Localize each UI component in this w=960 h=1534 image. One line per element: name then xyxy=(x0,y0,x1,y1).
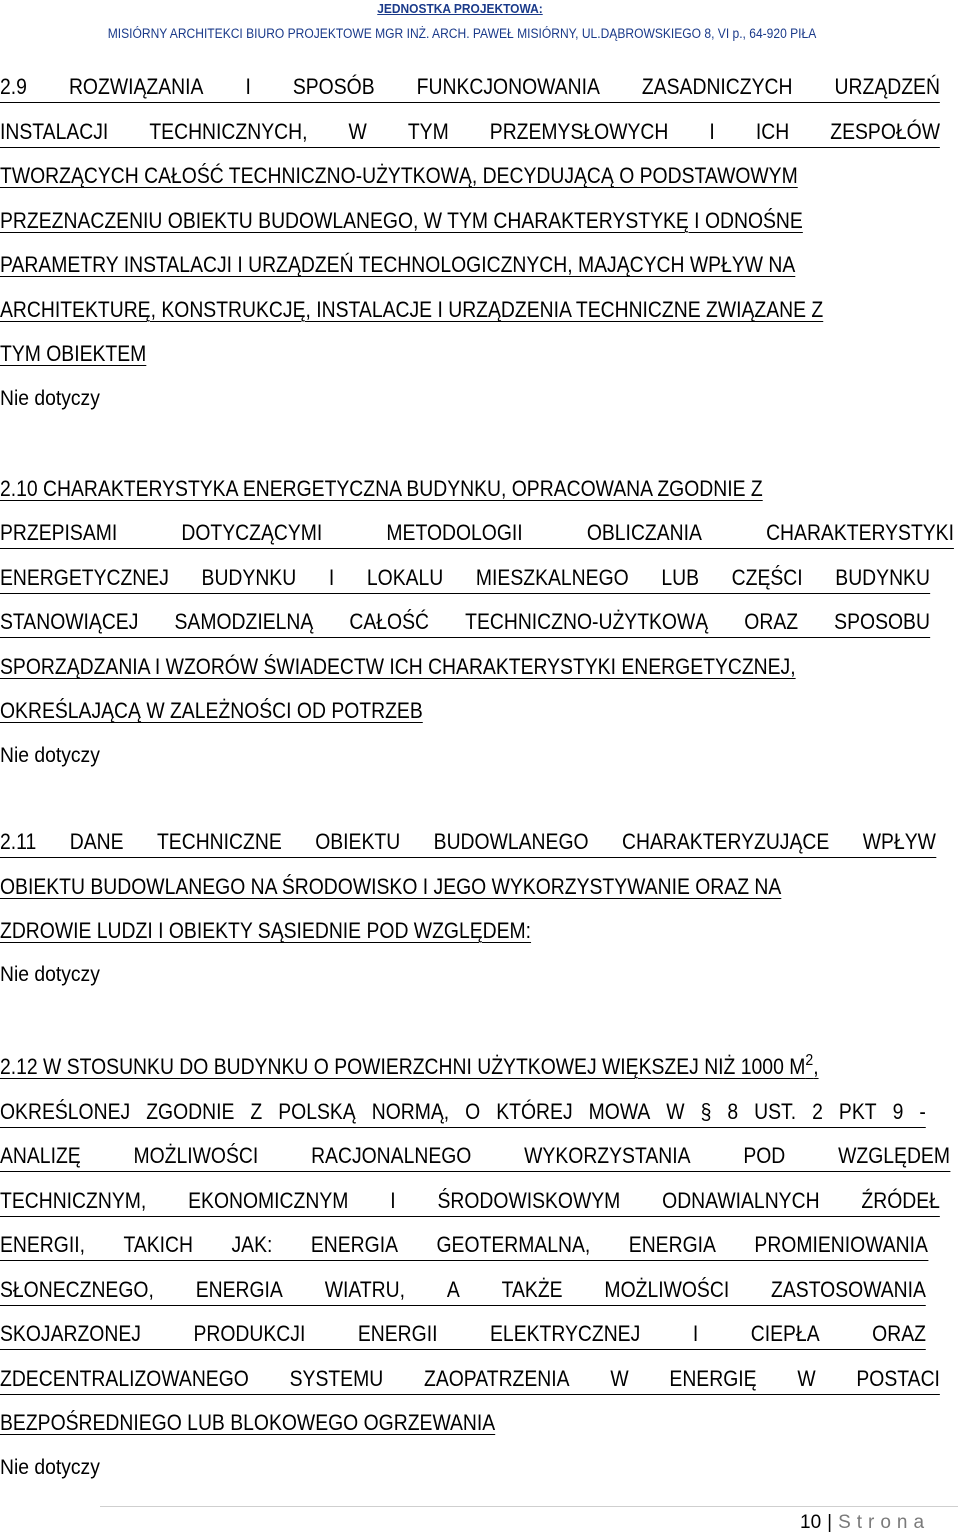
heading-word: CZĘŚCI xyxy=(731,565,803,590)
heading-word: METODOLOGII xyxy=(386,520,523,545)
section-body: Nie dotyczy xyxy=(0,963,100,986)
heading-line: PARAMETRY INSTALACJI I URZĄDZEŃ TECHNOLOGICZNYCH, MAJĄCYCH WPŁYW NA xyxy=(0,252,796,277)
heading-word: BUDYNKU xyxy=(201,565,297,590)
heading-word: ENERGETYCZNEJ xyxy=(0,565,169,590)
heading-word: CAŁOŚĆ xyxy=(349,609,430,634)
heading-word: GEOTERMALNA, xyxy=(436,1232,591,1257)
section-body: Nie dotyczy xyxy=(0,1456,100,1479)
heading-word: URZĄDZEŃ xyxy=(834,74,940,99)
heading-word: PROMIENIOWANIA xyxy=(754,1232,928,1257)
heading-word: ORAZ xyxy=(744,609,799,634)
heading-word: W xyxy=(797,1366,816,1391)
heading-word: SAMODZIELNĄ xyxy=(174,609,314,634)
heading-word: ENERGIĘ xyxy=(669,1366,757,1391)
heading-word: ROZWIĄZANIA xyxy=(68,74,204,99)
heading-word: PRZEMYSŁOWYCH xyxy=(489,119,669,144)
heading-word: WYKORZYSTANIA xyxy=(524,1143,691,1168)
heading-word: SPOSOBU xyxy=(834,609,930,634)
heading-word: WIATRU, xyxy=(324,1277,405,1302)
heading-word: FUNKCJONOWANIA xyxy=(416,74,600,99)
heading-word: OKREŚLONEJ xyxy=(0,1099,131,1124)
heading-word: NORMĄ, xyxy=(371,1099,450,1124)
heading-word: LUB xyxy=(661,565,699,590)
heading-word: W xyxy=(348,119,367,144)
heading-word: POD xyxy=(743,1143,786,1168)
heading-word: ENERGIA xyxy=(310,1232,399,1257)
header-address: MISIÓRNY ARCHITEKCI BIURO PROJEKTOWE MGR INŻ. ARCH. PAWEŁ MISIÓRNY, UL.DĄBROWSKIEGO 8, VI p., 64-920 PIŁA xyxy=(107,26,817,41)
heading-word: 9 xyxy=(892,1099,904,1124)
heading-word: MOŻLIWOŚCI xyxy=(133,1143,259,1168)
header-label: JEDNOSTKA PROJEKTOWA: xyxy=(377,1,543,16)
heading-word: DOTYCZĄCYMI xyxy=(181,520,323,545)
heading-word: ZGODNIE xyxy=(146,1099,235,1124)
heading-word: OBLICZANIA xyxy=(586,520,702,545)
heading-word: I xyxy=(709,119,715,144)
heading-word: 8 xyxy=(727,1099,739,1124)
heading-word: TYM xyxy=(407,119,449,144)
heading-text: , xyxy=(813,1054,819,1079)
heading-word: BUDOWLANEGO xyxy=(433,829,589,854)
heading-word: SYSTEMU xyxy=(289,1366,384,1391)
heading-word: MOWA xyxy=(588,1099,651,1124)
heading-line xyxy=(0,1143,950,1172)
heading-line xyxy=(0,1321,926,1350)
heading-line xyxy=(0,1232,928,1261)
heading-word: DANE xyxy=(69,829,124,854)
heading-word: ZESPOŁÓW xyxy=(830,119,940,144)
heading-line: TWORZĄCYCH CAŁOŚĆ TECHNICZNO-UŻYTKOWĄ, DECYDUJĄCĄ O PODSTAWOWYM xyxy=(0,163,798,188)
heading-line xyxy=(0,1188,940,1217)
heading-word: EKONOMICZNYM xyxy=(188,1188,349,1213)
heading-word: ENERGII xyxy=(357,1321,438,1346)
heading-word: 2.11 xyxy=(0,829,37,854)
heading-word: - xyxy=(919,1099,926,1124)
heading-word: I xyxy=(390,1188,396,1213)
heading-word: A xyxy=(446,1277,460,1302)
heading-line xyxy=(0,1054,819,1083)
heading-word: § xyxy=(700,1099,712,1124)
heading-word: ICH xyxy=(755,119,790,144)
page-number: 10 xyxy=(800,1512,822,1533)
heading-word: ZASADNICZYCH xyxy=(641,74,793,99)
heading-word: PRODUKCJI xyxy=(193,1321,306,1346)
page-footer xyxy=(800,1512,960,1534)
heading-word: MIESZKALNEGO xyxy=(475,565,629,590)
heading-word: MOŻLIWOŚCI xyxy=(604,1277,730,1302)
heading-word: SKOJARZONEJ xyxy=(0,1321,141,1346)
heading-word: ORAZ xyxy=(872,1321,926,1346)
heading-word: ENERGIA xyxy=(628,1232,716,1257)
heading-line xyxy=(0,520,954,549)
heading-word: TECHNICZNYCH, xyxy=(149,119,308,144)
heading-line xyxy=(0,1277,926,1306)
heading-word: BUDYNKU xyxy=(835,565,930,590)
heading-word: 2 xyxy=(812,1099,823,1124)
footer-separator: | xyxy=(827,1512,833,1533)
heading-word: W xyxy=(610,1366,629,1391)
heading-word: ZDECENTRALIZOWANEGO xyxy=(0,1366,249,1391)
heading-word: UST. xyxy=(754,1099,797,1124)
heading-line xyxy=(0,1099,926,1128)
section-body: Nie dotyczy xyxy=(0,387,100,410)
heading-word: POLSKĄ xyxy=(278,1099,356,1124)
heading-word: PKT xyxy=(838,1099,877,1124)
heading-word: WPŁYW xyxy=(862,829,936,854)
footer-divider xyxy=(100,1506,958,1507)
heading-line xyxy=(0,609,930,638)
heading-word: ZASTOSOWANIA xyxy=(771,1277,926,1302)
heading-word: ODNAWIALNYCH xyxy=(662,1188,820,1213)
heading-word: CHARAKTERYZUJĄCE xyxy=(622,829,830,854)
heading-word: ZAOPATRZENIA xyxy=(423,1366,570,1391)
heading-word: KTÓREJ xyxy=(496,1099,573,1124)
heading-word: ENERGII, xyxy=(0,1232,85,1257)
heading-word: I xyxy=(692,1321,699,1346)
section-body: Nie dotyczy xyxy=(0,744,100,767)
heading-word: TECHNICZNYM, xyxy=(0,1188,147,1213)
heading-line: SPORZĄDZANIA I WZORÓW ŚWIADECTW ICH CHARAKTERYSTYKI ENERGETYCZNEJ, xyxy=(0,654,796,679)
heading-line: TYM OBIEKTEM xyxy=(0,341,147,366)
heading-word: O xyxy=(465,1099,481,1124)
heading-word: ŚRODOWISKOWYM xyxy=(437,1188,621,1213)
heading-word: JAK: xyxy=(231,1232,273,1257)
heading-line: 2.10 CHARAKTERYSTYKA ENERGETYCZNA BUDYNKU, OPRACOWANA ZGODNIE Z xyxy=(0,476,763,501)
heading-word: STANOWIĄCEJ xyxy=(0,609,139,634)
footer-page-word: Strona xyxy=(838,1512,931,1533)
heading-word: I xyxy=(328,565,335,590)
heading-line xyxy=(0,1366,940,1395)
heading-word: W xyxy=(666,1099,685,1124)
heading-word: ELEKTRYCZNEJ xyxy=(490,1321,641,1346)
heading-word: TAKŻE xyxy=(501,1277,563,1302)
heading-line: OKREŚLAJĄCĄ W ZALEŻNOŚCI OD POTRZEB xyxy=(0,698,423,723)
heading-line xyxy=(0,829,936,858)
heading-word: PRZEPISAMI xyxy=(0,520,118,545)
heading-line: OBIEKTU BUDOWLANEGO NA ŚRODOWISKO I JEGO WYKORZYSTYWANIE ORAZ NA xyxy=(0,874,782,899)
superscript: 2 xyxy=(805,1052,814,1069)
heading-word: SŁONECZNEGO, xyxy=(0,1277,154,1302)
heading-line xyxy=(0,119,940,148)
heading-line xyxy=(0,565,930,594)
heading-word: INSTALACJI xyxy=(0,119,109,144)
heading-word: Z xyxy=(250,1099,263,1124)
heading-word: ENERGIA xyxy=(195,1277,283,1302)
heading-line: BEZPOŚREDNIEGO LUB BLOKOWEGO OGRZEWANIA xyxy=(0,1410,496,1435)
heading-word: 2.9 xyxy=(0,74,27,99)
heading-word: WZGLĘDEM xyxy=(838,1143,950,1168)
heading-word: POSTACI xyxy=(856,1366,940,1391)
heading-line xyxy=(0,74,940,103)
heading-text: 2.12 W STOSUNKU DO BUDYNKU O POWIERZCHNI UŻYTKOWEJ WIĘKSZEJ NIŻ 1000 M xyxy=(0,1054,806,1079)
heading-word: ŹRÓDEŁ xyxy=(861,1188,940,1213)
heading-word: OBIEKTU xyxy=(315,829,401,854)
heading-word: TECHNICZNO-UŻYTKOWĄ xyxy=(465,609,709,634)
heading-word: ANALIZĘ xyxy=(0,1143,81,1168)
heading-line: PRZEZNACZENIU OBIEKTU BUDOWLANEGO, W TYM CHARAKTERYSTYKĘ I ODNOŚNE xyxy=(0,208,803,233)
heading-word: CHARAKTERYSTYKI xyxy=(766,520,954,545)
heading-word: SPOSÓB xyxy=(292,74,375,99)
heading-word: RACJONALNEGO xyxy=(311,1143,472,1168)
heading-word: LOKALU xyxy=(366,565,444,590)
heading-line: ARCHITEKTURĘ, KONSTRUKCJĘ, INSTALACJE I URZĄDZENIA TECHNICZNE ZWIĄZANE Z xyxy=(0,297,824,322)
heading-line: ZDROWIE LUDZI I OBIEKTY SĄSIEDNIE POD WZGLĘDEM: xyxy=(0,918,532,943)
heading-word: CIEPŁA xyxy=(750,1321,820,1346)
heading-word: I xyxy=(245,74,251,99)
heading-word: TECHNICZNE xyxy=(156,829,282,854)
heading-word: TAKICH xyxy=(123,1232,194,1257)
